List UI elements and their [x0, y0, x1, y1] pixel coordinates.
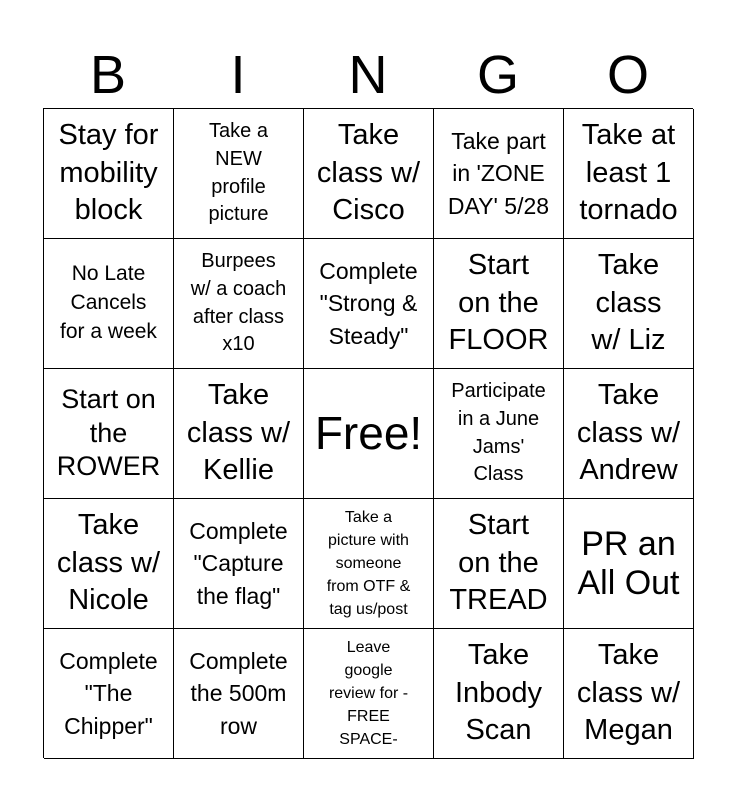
bingo-cell[interactable]: Stay for mobility block [44, 109, 174, 239]
bingo-cell[interactable]: Leave google review for - FREE SPACE- [304, 629, 434, 759]
header-letter-i: I [230, 45, 246, 105]
bingo-cell[interactable]: Take a picture with someone from OTF & tag us/post [304, 499, 434, 629]
bingo-cell[interactable]: Participate in a June Jams' Class [434, 369, 564, 499]
bingo-cell[interactable]: Start on the TREAD [434, 499, 564, 629]
bingo-cell[interactable]: Take class w/ Kellie [174, 369, 304, 499]
bingo-cell[interactable]: Complete the 500m row [174, 629, 304, 759]
bingo-cell[interactable]: Take a NEW profile picture [174, 109, 304, 239]
bingo-cell[interactable]: Take class w/ Andrew [564, 369, 694, 499]
bingo-cell[interactable]: Start on the FLOOR [434, 239, 564, 369]
bingo-board [43, 108, 693, 758]
bingo-cell[interactable]: Take class w/ Cisco [304, 109, 434, 239]
bingo-cell[interactable]: PR an All Out [564, 499, 694, 629]
bingo-cell[interactable]: Complete "Capture the flag" [174, 499, 304, 629]
bingo-cell[interactable]: Take class w/ Megan [564, 629, 694, 759]
bingo-cell[interactable]: Take class w/ Liz [564, 239, 694, 369]
bingo-cell[interactable]: Start on the ROWER [44, 369, 174, 499]
bingo-cell[interactable]: Take class w/ Nicole [44, 499, 174, 629]
bingo-cell[interactable]: Take part in 'ZONE DAY' 5/28 [434, 109, 564, 239]
bingo-cell[interactable]: Take at least 1 tornado [564, 109, 694, 239]
bingo-cell[interactable]: Take Inbody Scan [434, 629, 564, 759]
bingo-cell[interactable]: Complete "Strong & Steady" [304, 239, 434, 369]
header-letter-g: G [476, 45, 519, 105]
bingo-cell[interactable]: Complete "The Chipper" [44, 629, 174, 759]
bingo-cell[interactable]: No Late Cancels for a week [44, 239, 174, 369]
free-space-cell[interactable]: Free! [304, 369, 434, 499]
bingo-cell[interactable]: Burpees w/ a coach after class x10 [174, 239, 304, 369]
bingo-header [43, 44, 693, 106]
header-letter-n: N [348, 45, 388, 105]
header-letter-o: O [606, 45, 649, 105]
header-letter-b: B [89, 45, 127, 105]
